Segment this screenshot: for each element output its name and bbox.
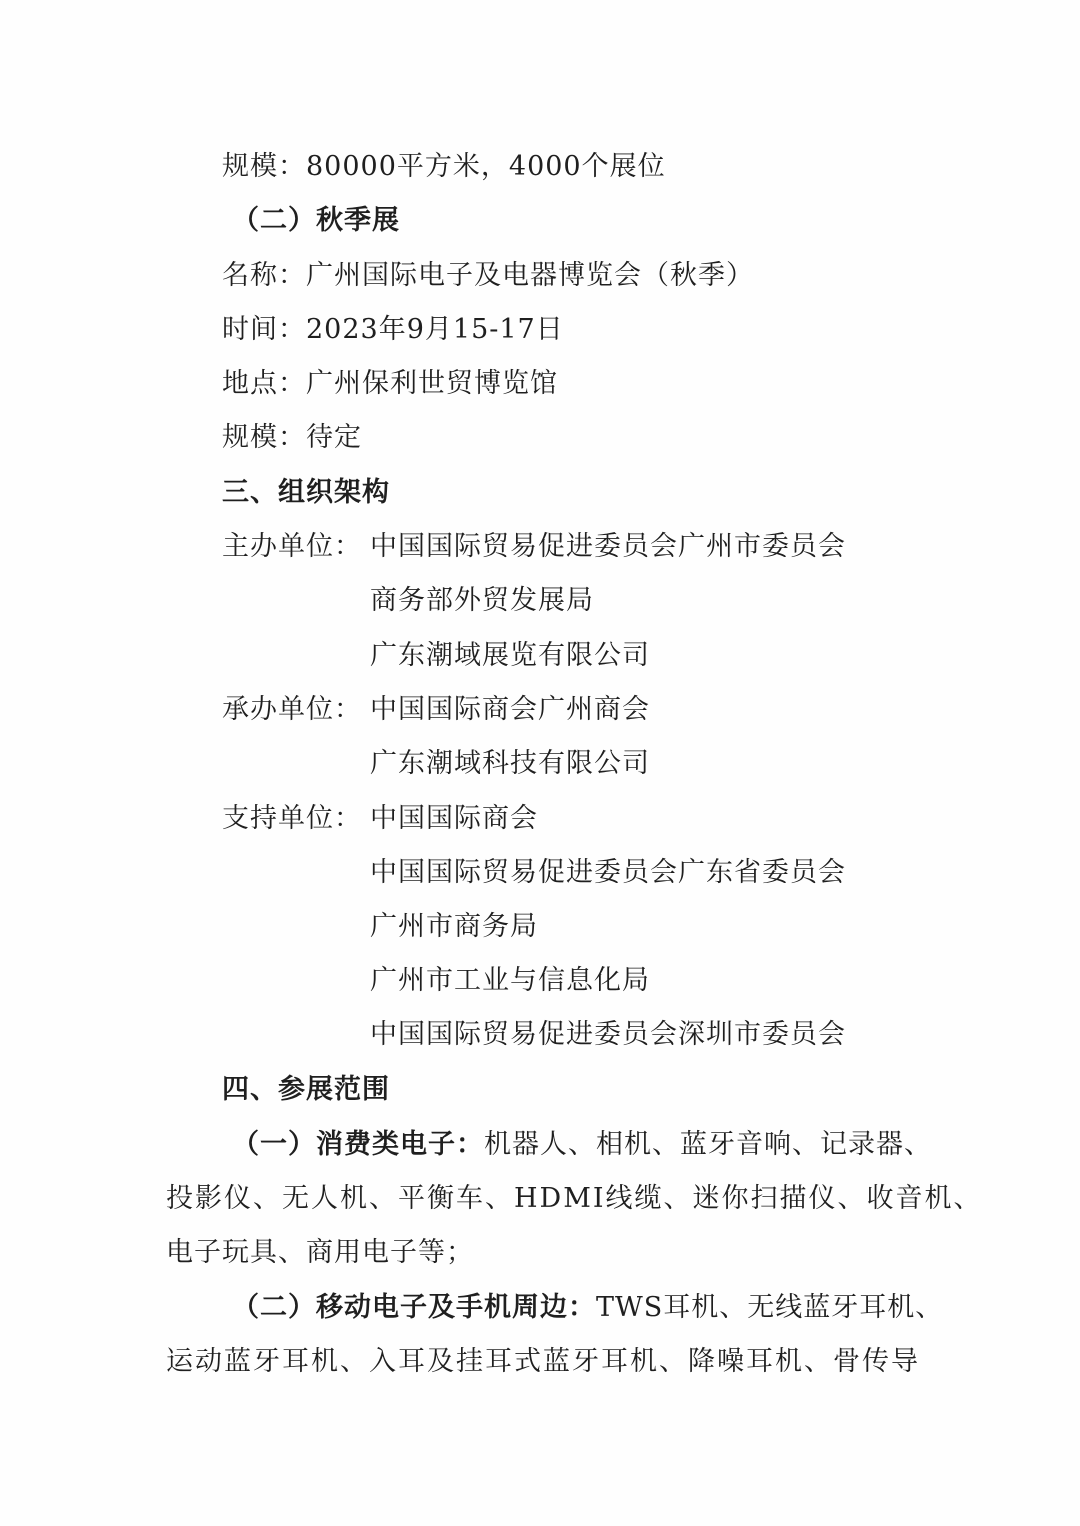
support-label: 支持单位： (222, 803, 362, 834)
autumn-name-line: 名称：广州国际电子及电器博览会（秋季） (222, 260, 754, 291)
host-org-1: 中国国际贸易促进委员会广州市委员会 (370, 531, 846, 562)
autumn-place-line: 地点：广州保利世贸博览馆 (222, 368, 558, 399)
spring-scale-line: 规模：80000平方米，4000个展位 (222, 151, 666, 182)
autumn-exhibition-heading: （二）秋季展 (232, 205, 400, 236)
support-org-5: 中国国际贸易促进委员会深圳市委员会 (370, 1019, 846, 1050)
host-org-3: 广东潮域展览有限公司 (370, 640, 650, 671)
support-org-2: 中国国际贸易促进委员会广东省委员会 (370, 857, 846, 888)
mobile-electronics-label: （二）移动电子及手机周边： (232, 1292, 596, 1323)
consumer-electronics-label: （一）消费类电子： (232, 1129, 484, 1160)
autumn-time-line: 时间：2023年9月15-17日 (222, 314, 564, 345)
mobile-electronics-line-1 (232, 1291, 943, 1325)
consumer-electronics-items-1: 机器人、相机、蓝牙音响、记录器、 (484, 1129, 932, 1160)
support-org-3: 广州市商务局 (370, 911, 538, 942)
undertaker-org-2: 广东潮域科技有限公司 (370, 748, 650, 779)
autumn-scale-line: 规模：待定 (222, 422, 362, 453)
undertaker-org-1: 中国国际商会广州商会 (370, 694, 650, 725)
host-org-2: 商务部外贸发展局 (370, 585, 594, 616)
support-org-1: 中国国际商会 (370, 803, 538, 834)
consumer-electronics-line-3: 电子玩具、商用电子等； (166, 1237, 474, 1268)
section-scope-heading: 四、参展范围 (222, 1074, 390, 1105)
consumer-electronics-line-1 (232, 1128, 932, 1162)
mobile-electronics-line-2: 运动蓝牙耳机、入耳及挂耳式蓝牙耳机、降噪耳机、骨传导 (166, 1346, 920, 1377)
consumer-electronics-line-2: 投影仪、无人机、平衡车、HDMI线缆、迷你扫描仪、收音机、 (166, 1183, 983, 1214)
section-organization-heading: 三、组织架构 (222, 477, 390, 508)
host-label: 主办单位： (222, 531, 362, 562)
mobile-electronics-items-1: TWS耳机、无线蓝牙耳机、 (596, 1292, 944, 1323)
undertaker-label: 承办单位： (222, 694, 362, 725)
support-org-4: 广州市工业与信息化局 (370, 965, 650, 996)
